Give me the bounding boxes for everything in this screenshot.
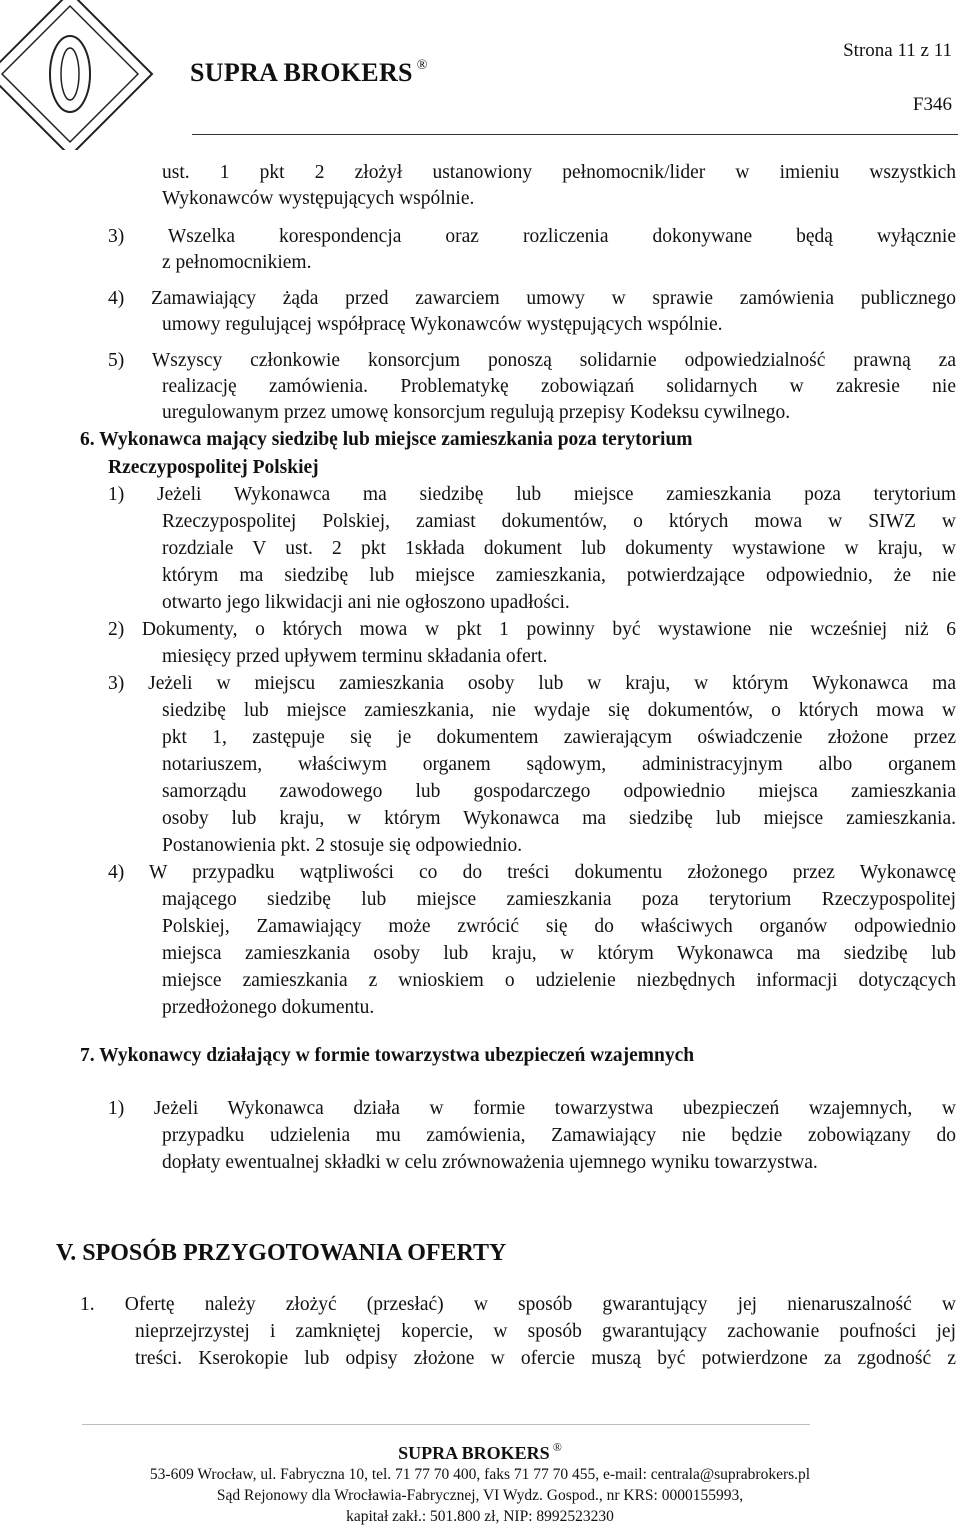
paragraph-line: osoby lub kraju, w którym Wykonawca ma siedzibę lub miejsce zamieszkania. [162,808,956,829]
paragraph-line: notariuszem, właściwym organem sądowym, administracyjnym albo organem [162,754,956,775]
paragraph-line: siedzibę lub miejsce zamieszkania, nie wydaje się dokumentów, o których mowa w [162,700,956,721]
paragraph-line: dopłaty ewentualnej składki w celu zrównoważenia ujemnego wyniku towarzystwa. [162,1152,818,1173]
paragraph-line: miejsce zamieszkania z wnioskiem o udzielenie niezbędnych informacji dotyczących [162,970,956,991]
paragraph-line: którym ma siedzibę lub miejsce zamieszkania, potwierdzające odpowiednio, że nie [162,565,956,586]
paragraph-line: uregulowanym przez umowę konsorcjum regulują przepisy Kodeksu cywilnego. [162,402,791,423]
paragraph-line: przedłożonego dokumentu. [162,997,375,1018]
paragraph-line: mającego siedzibę lub miejsce zamieszkania poza terytorium Rzeczypospolitej [162,889,956,910]
list-item: 1) Jeżeli Wykonawca ma siedzibę lub miejsce zamieszkania poza terytorium [108,484,956,505]
list-item: 4) Zamawiający żąda przed zawarciem umowy w sprawie zamówienia publicznego [108,288,956,309]
header-divider [192,134,958,135]
footer-address: 53-609 Wrocław, ul. Fabryczna 10, tel. 71 77 70 400, faks 71 77 70 455, e-mail: centrala@suprabrokers.pl [149,1466,811,1483]
list-item: 1. Ofertę należy złożyć (przesłać) w sposób gwarantujący jej nienaruszalność w [80,1294,956,1315]
paragraph-line: umowy regulującej współpracę Wykonawców występujących wspólnie. [162,314,723,335]
company-logo [0,0,190,150]
document-code: F346 [912,94,952,115]
list-item: 2) Dokumenty, o których mowa w pkt 1 powinny być wystawione nie wcześniej niż 6 [108,619,956,640]
paragraph-line: nieprzejrzystej i zamkniętej kopercie, w sposób gwarantujący zachowanie poufności jej [135,1321,956,1342]
paragraph-line: Rzeczypospolitej Polskiej, zamiast dokumentów, o których mowa w SIWZ w [162,511,956,532]
chapter-heading: V. SPOSÓB PRZYGOTOWANIA OFERTY [56,1240,507,1266]
list-item: 1) Jeżeli Wykonawca działa w formie towarzystwa ubezpieczeń wzajemnych, w [108,1098,956,1119]
paragraph-line: realizację zamówienia. Problematykę zobowiązań solidarnych w zakresie nie [162,376,956,397]
footer-divider [82,1424,810,1425]
paragraph-line: Wykonawców występujących wspólnie. [162,188,475,209]
paragraph-line: rozdziale V ust. 2 pkt 1składa dokument lub dokumenty wystawione w kraju, w [162,538,956,559]
paragraph-line: Polskiej, Zamawiający może zwrócić się do właściwych organów odpowiednio [162,916,956,937]
header-brand: SUPRA BROKERS ® [190,58,428,87]
paragraph-line: ust. 1 pkt 2 złożył ustanowiony pełnomocnik/lider w imieniu wszystkich [162,162,956,183]
paragraph-line: samorządu zawodowego lub gospodarczego odpowiednio miejsca zamieszkania [162,781,956,802]
paragraph-line: pkt 1, zastępuje się je dokumentem zawierającym oświadczenie złożone przez [162,727,956,748]
section-heading: 6. Wykonawca mający siedzibę lub miejsce zamieszkania poza terytorium [80,429,693,450]
footer-court: Sąd Rejonowy dla Wrocławia-Fabrycznej, VI Wydz. Gospod., nr KRS: 0000155993, [216,1487,744,1504]
list-item: 3) Jeżeli w miejscu zamieszkania osoby lub w kraju, w którym Wykonawca ma [108,673,956,694]
paragraph-line: treści. Kserokopie lub odpisy złożone w ofercie muszą być potwierdzone za zgodność z [135,1348,956,1369]
list-item: 4) W przypadku wątpliwości co do treści dokumentu złożonego przez Wykonawcę [108,862,956,883]
list-item: 5) Wszyscy członkowie konsorcjum ponoszą solidarnie odpowiedzialność prawną za [108,350,956,371]
list-item: 3) Wszelka korespondencja oraz rozliczenia dokonywane będą wyłącznie [108,226,956,247]
footer-capital: kapitał zakł.: 501.800 zł, NIP: 8992523230 [346,1508,614,1525]
section-heading: 7. Wykonawcy działający w formie towarzystwa ubezpieczeń wzajemnych [80,1045,695,1066]
paragraph-line: miesięcy przed upływem terminu składania ofert. [162,646,548,667]
paragraph-line: przypadku udzielenia mu zamówienia, Zamawiający nie będzie zobowiązany do [162,1125,956,1146]
section-heading: Rzeczypospolitej Polskiej [108,457,319,478]
paragraph-line: Postanowienia pkt. 2 stosuje się odpowiednio. [162,835,523,856]
footer-brand: SUPRA BROKERS ® [398,1440,562,1463]
paragraph-line: miejsca zamieszkania osoby lub kraju, w którym Wykonawca ma siedzibę lub [162,943,956,964]
paragraph-line: z pełnomocnikiem. [162,252,312,273]
page-number: Strona 11 z 11 [843,40,952,61]
paragraph-line: otwarto jego likwidacji ani nie ogłoszono upadłości. [162,592,570,613]
